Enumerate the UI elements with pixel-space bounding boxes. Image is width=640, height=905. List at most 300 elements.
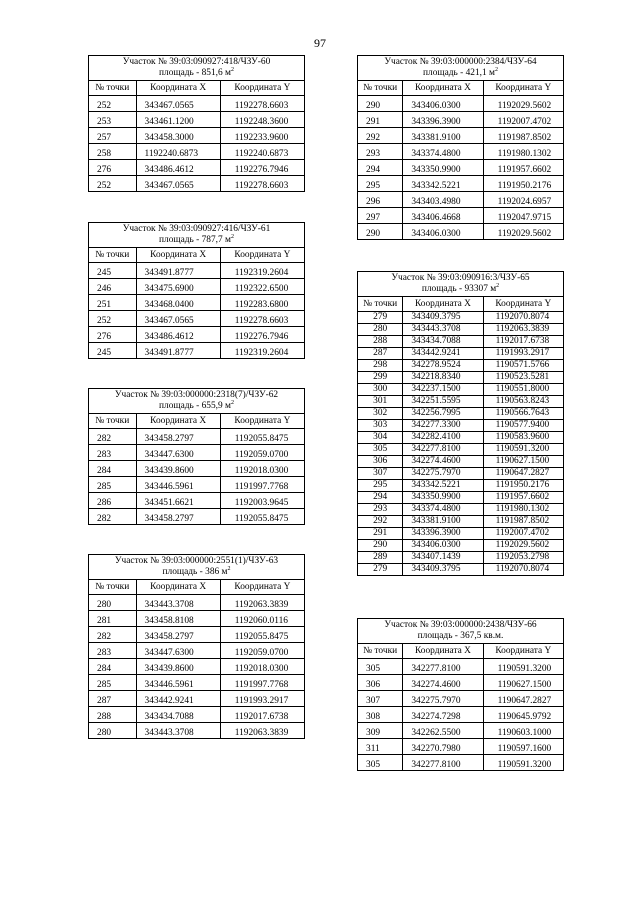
table-row — [358, 528, 564, 540]
point-number-cell: 287 — [89, 691, 137, 707]
parcel-area-superscript: 2 — [231, 399, 234, 406]
coordinate-x-cell: 343491.8777 — [136, 263, 220, 279]
parcel-caption — [89, 223, 305, 248]
coordinate-x-cell: 343396.3900 — [403, 112, 483, 128]
table-row — [358, 336, 564, 348]
parcel-area-superscript: 2 — [495, 66, 498, 73]
table-row — [358, 360, 564, 372]
column-header-x: Координата Х — [403, 81, 483, 96]
point-number-cell: 290 — [358, 540, 403, 552]
point-number-cell: 257 — [89, 128, 137, 144]
point-number-cell: 295 — [358, 480, 403, 492]
coordinate-x-cell: 343442.9241 — [403, 348, 483, 360]
parcel-title: Участок № 39:03:000000:2318(7)/ЧЗУ-62 — [114, 390, 279, 400]
coordinate-y-cell: 1192017.6738 — [483, 336, 563, 348]
table-row — [89, 343, 305, 359]
coordinate-y-cell: 1192055.8475 — [220, 627, 304, 643]
parcel-caption — [358, 619, 564, 644]
parcel-area-text: площадь - 386 м — [162, 567, 228, 577]
parcel-title: Участок № 39:03:090927:418/ЧЗУ-60 — [122, 57, 271, 67]
coordinate-x-cell: 342256.7995 — [403, 408, 483, 420]
table-row — [89, 461, 305, 477]
point-number-cell: 252 — [89, 311, 137, 327]
column-header-x: Координата Х — [136, 414, 220, 429]
coordinate-x-cell: 343407.1439 — [403, 552, 483, 564]
parcel-caption — [89, 389, 305, 414]
parcel-area-text: площадь - 655,9 м — [159, 401, 231, 411]
coordinate-x-cell: 343374.4800 — [403, 144, 483, 160]
table-row — [358, 504, 564, 516]
coordinate-x-cell: 342277.8100 — [403, 659, 483, 675]
coordinate-x-cell: 343342.5221 — [403, 480, 483, 492]
point-number-cell: 279 — [358, 564, 403, 576]
coordinate-x-cell: 343468.0400 — [136, 295, 220, 311]
coordinate-x-cell: 343442.9241 — [136, 691, 220, 707]
parcel-table-chzu-64 — [357, 55, 564, 240]
coordinate-x-cell: 343406.4668 — [403, 208, 483, 224]
table-row — [89, 112, 305, 128]
coordinate-x-cell: 343486.4612 — [136, 160, 220, 176]
point-number-cell: 307 — [358, 691, 403, 707]
table-row — [89, 675, 305, 691]
table-row — [358, 96, 564, 112]
point-number-cell: 306 — [358, 675, 403, 691]
table-row — [89, 311, 305, 327]
point-number-cell: 280 — [358, 324, 403, 336]
coordinate-y-cell: 1191957.6602 — [483, 492, 563, 504]
table-row — [358, 456, 564, 468]
table-row — [89, 327, 305, 343]
coordinate-y-cell: 1190647.2827 — [483, 468, 563, 480]
table-row — [358, 160, 564, 176]
coordinate-x-cell: 342270.7980 — [403, 739, 483, 755]
point-number-cell: 291 — [358, 112, 403, 128]
table-row — [89, 128, 305, 144]
point-number-cell: 301 — [358, 396, 403, 408]
coordinate-y-cell: 1192322.6500 — [220, 279, 304, 295]
coordinate-y-cell: 1191987.8502 — [483, 128, 563, 144]
table-row — [89, 477, 305, 493]
parcel-area-text: площадь - 787,7 м — [159, 235, 231, 245]
point-number-cell: 292 — [358, 128, 403, 144]
table-row — [89, 509, 305, 525]
column-header-point: № точки — [358, 644, 403, 659]
table-row — [358, 312, 564, 324]
parcel-area-text: площадь - 367,5 кв.м. — [417, 631, 504, 641]
coordinate-x-cell: 343406.0300 — [403, 96, 483, 112]
coordinate-y-cell: 1192278.6603 — [220, 176, 304, 192]
coordinate-y-cell: 1192017.6738 — [220, 707, 304, 723]
point-number-cell: 258 — [89, 144, 137, 160]
table-row — [358, 208, 564, 224]
coordinate-x-cell: 343381.9100 — [403, 128, 483, 144]
coordinate-y-cell: 1192029.5602 — [483, 96, 563, 112]
parcel-area-text: площадь - 421,1 м — [423, 68, 495, 78]
coordinate-y-cell: 1192063.3839 — [220, 723, 304, 739]
point-number-cell: 292 — [358, 516, 403, 528]
point-number-cell: 283 — [89, 643, 137, 659]
table-row — [358, 675, 564, 691]
coordinate-x-cell: 343434.7088 — [403, 336, 483, 348]
column-header-y: Координата Y — [483, 81, 563, 96]
parcel-caption — [89, 56, 305, 81]
column-header-point: № точки — [89, 81, 137, 96]
coordinate-x-cell: 343458.2797 — [136, 429, 220, 445]
coordinate-x-cell: 343439.8600 — [136, 659, 220, 675]
point-number-cell: 251 — [89, 295, 137, 311]
coordinate-y-cell: 1192059.0700 — [220, 643, 304, 659]
coordinate-x-cell: 343446.5961 — [136, 477, 220, 493]
column-header-y: Координата Y — [220, 81, 304, 96]
table-row — [358, 348, 564, 360]
coordinate-y-cell: 1190566.7643 — [483, 408, 563, 420]
coordinate-y-cell: 1192063.3839 — [483, 324, 563, 336]
table-row — [89, 493, 305, 509]
coordinate-x-cell: 343443.3708 — [136, 595, 220, 611]
coordinate-y-cell: 1191950.2176 — [483, 176, 563, 192]
table-row — [358, 516, 564, 528]
coordinate-y-cell: 1192029.5602 — [483, 224, 563, 240]
column-header-y: Координата Y — [220, 580, 304, 595]
coordinate-x-cell: 342275.7970 — [403, 468, 483, 480]
coordinate-x-cell: 342237.1500 — [403, 384, 483, 396]
table-row — [89, 723, 305, 739]
coordinate-y-cell: 1190645.9792 — [483, 707, 563, 723]
parcel-caption — [358, 272, 564, 297]
coordinate-y-cell: 1191980.1302 — [483, 144, 563, 160]
parcel-area-superscript: 2 — [231, 66, 234, 73]
coordinate-y-cell: 1190597.1600 — [483, 739, 563, 755]
point-number-cell: 282 — [89, 627, 137, 643]
point-number-cell: 304 — [358, 432, 403, 444]
table-row — [358, 112, 564, 128]
coordinate-x-cell: 342277.3300 — [403, 420, 483, 432]
coordinate-y-cell: 1192018.0300 — [220, 461, 304, 477]
coordinate-x-cell: 1192240.6873 — [136, 144, 220, 160]
table-row — [89, 96, 305, 112]
coordinate-y-cell: 1192276.7946 — [220, 327, 304, 343]
table-row — [358, 224, 564, 240]
table-row — [89, 643, 305, 659]
coordinate-y-cell: 1192278.6603 — [220, 311, 304, 327]
point-number-cell: 282 — [89, 429, 137, 445]
coordinate-x-cell: 343403.4980 — [403, 192, 483, 208]
column-header-x: Координата Х — [136, 580, 220, 595]
coordinate-x-cell: 343486.4612 — [136, 327, 220, 343]
coordinate-y-cell: 1192070.8074 — [483, 312, 563, 324]
point-number-cell: 284 — [89, 659, 137, 675]
coordinate-y-cell: 1190627.1500 — [483, 456, 563, 468]
table-row — [89, 279, 305, 295]
point-number-cell: 307 — [358, 468, 403, 480]
table-row — [89, 144, 305, 160]
point-number-cell: 294 — [358, 160, 403, 176]
coordinate-x-cell: 343458.8108 — [136, 611, 220, 627]
coordinate-y-cell: 1192059.0700 — [220, 445, 304, 461]
point-number-cell: 311 — [358, 739, 403, 755]
point-number-cell: 298 — [358, 360, 403, 372]
table-row — [89, 160, 305, 176]
table-row — [89, 627, 305, 643]
point-number-cell: 252 — [89, 96, 137, 112]
coordinate-y-cell: 1191997.7768 — [220, 477, 304, 493]
coordinate-y-cell: 1191993.2917 — [220, 691, 304, 707]
coordinate-y-cell: 1192007.4702 — [483, 528, 563, 540]
table-row — [358, 408, 564, 420]
column-header-x: Координата Х — [403, 644, 483, 659]
parcel-caption — [358, 56, 564, 81]
point-number-cell: 293 — [358, 504, 403, 516]
parcel-table-chzu-62 — [88, 388, 305, 525]
parcel-area — [91, 401, 302, 412]
table-row — [358, 552, 564, 564]
point-number-cell: 253 — [89, 112, 137, 128]
table-row — [358, 384, 564, 396]
coordinate-y-cell: 1192003.9645 — [220, 493, 304, 509]
coordinate-x-cell: 343443.3708 — [136, 723, 220, 739]
parcel-area-text: площадь - 851,6 м — [159, 68, 231, 78]
point-number-cell: 245 — [89, 263, 137, 279]
point-number-cell: 285 — [89, 675, 137, 691]
parcel-title: Участок № 39:03:000000:2384/ЧЗУ-64 — [384, 57, 537, 67]
coordinate-y-cell: 1192029.5602 — [483, 540, 563, 552]
table-row — [358, 420, 564, 432]
coordinate-x-cell: 342275.7970 — [403, 691, 483, 707]
coordinate-y-cell: 1190571.5766 — [483, 360, 563, 372]
parcel-table-chzu-61 — [88, 222, 305, 359]
table-row — [358, 192, 564, 208]
coordinate-y-cell: 1192024.6957 — [483, 192, 563, 208]
coordinate-y-cell: 1192240.6873 — [220, 144, 304, 160]
coordinate-x-cell: 343475.6900 — [136, 279, 220, 295]
table-row — [89, 295, 305, 311]
point-number-cell: 302 — [358, 408, 403, 420]
coordinate-x-cell: 343443.3708 — [403, 324, 483, 336]
coordinate-y-cell: 1190591.3200 — [483, 659, 563, 675]
point-number-cell: 305 — [358, 659, 403, 675]
coordinate-y-cell: 1192018.0300 — [220, 659, 304, 675]
column-header-point: № точки — [358, 81, 403, 96]
coordinate-y-cell: 1191957.6602 — [483, 160, 563, 176]
point-number-cell: 280 — [89, 723, 137, 739]
coordinate-x-cell: 342274.7298 — [403, 707, 483, 723]
column-header-y: Координата Y — [483, 297, 563, 312]
point-number-cell: 276 — [89, 160, 137, 176]
parcel-area-superscript: 2 — [227, 565, 231, 572]
coordinate-y-cell: 1190591.3200 — [483, 444, 563, 456]
table-row — [89, 263, 305, 279]
coordinate-y-cell: 1190583.9600 — [483, 432, 563, 444]
coordinate-y-cell: 1190603.1000 — [483, 723, 563, 739]
coordinate-x-cell: 342282.4100 — [403, 432, 483, 444]
coordinate-x-cell: 343409.3795 — [403, 564, 483, 576]
coordinate-x-cell: 343467.0565 — [136, 96, 220, 112]
coordinate-y-cell: 1190647.2827 — [483, 691, 563, 707]
table-row — [358, 396, 564, 408]
point-number-cell: 290 — [358, 224, 403, 240]
point-number-cell: 276 — [89, 327, 137, 343]
parcel-title: Участок № 39:03:000000:2551(1)/ЧЗУ-63 — [114, 556, 279, 566]
coordinate-y-cell: 1191950.2176 — [483, 480, 563, 492]
coordinate-y-cell: 1192063.3839 — [220, 595, 304, 611]
table-row — [358, 739, 564, 755]
coordinate-y-cell: 1192055.8475 — [220, 509, 304, 525]
point-number-cell: 291 — [358, 528, 403, 540]
coordinate-x-cell: 342277.8100 — [403, 755, 483, 771]
table-row — [358, 659, 564, 675]
point-number-cell: 285 — [89, 477, 137, 493]
column-header-point: № точки — [89, 414, 137, 429]
coordinate-x-cell: 343458.3000 — [136, 128, 220, 144]
table-row — [358, 144, 564, 160]
table-row — [358, 492, 564, 504]
point-number-cell: 300 — [358, 384, 403, 396]
point-number-cell: 295 — [358, 176, 403, 192]
table-row — [358, 372, 564, 384]
table-row — [358, 540, 564, 552]
parcel-area — [360, 68, 561, 79]
point-number-cell: 305 — [358, 444, 403, 456]
table-row — [358, 468, 564, 480]
coordinate-x-cell: 343434.7088 — [136, 707, 220, 723]
point-number-cell: 284 — [89, 461, 137, 477]
coordinate-y-cell: 1192319.2604 — [220, 263, 304, 279]
table-row — [358, 691, 564, 707]
coordinate-x-cell: 343350.9900 — [403, 160, 483, 176]
column-header-y: Координата Y — [220, 248, 304, 263]
point-number-cell: 296 — [358, 192, 403, 208]
point-number-cell: 299 — [358, 372, 403, 384]
coordinate-x-cell: 343409.3795 — [403, 312, 483, 324]
table-row — [358, 432, 564, 444]
coordinate-y-cell: 1190563.8243 — [483, 396, 563, 408]
table-row — [89, 445, 305, 461]
page-number: 97 — [314, 36, 326, 50]
point-number-cell: 286 — [89, 493, 137, 509]
coordinate-y-cell: 1192276.7946 — [220, 160, 304, 176]
column-header-y: Координата Y — [220, 414, 304, 429]
coordinate-y-cell: 1190591.3200 — [483, 755, 563, 771]
parcel-area — [91, 235, 302, 246]
table-row — [89, 691, 305, 707]
point-number-cell: 245 — [89, 343, 137, 359]
coordinate-y-cell: 1192055.8475 — [220, 429, 304, 445]
point-number-cell: 293 — [358, 144, 403, 160]
coordinate-y-cell: 1190577.9400 — [483, 420, 563, 432]
point-number-cell: 305 — [358, 755, 403, 771]
coordinate-x-cell: 342278.9524 — [403, 360, 483, 372]
table-row — [358, 128, 564, 144]
coordinate-x-cell: 343451.6621 — [136, 493, 220, 509]
column-header-point: № точки — [358, 297, 403, 312]
coordinate-y-cell: 1192278.6603 — [220, 96, 304, 112]
coordinate-y-cell: 1192319.2604 — [220, 343, 304, 359]
point-number-cell: 282 — [89, 509, 137, 525]
parcel-area — [360, 631, 561, 642]
point-number-cell: 308 — [358, 707, 403, 723]
table-row — [89, 595, 305, 611]
coordinate-y-cell: 1191997.7768 — [220, 675, 304, 691]
coordinate-x-cell: 343467.0565 — [136, 176, 220, 192]
coordinate-x-cell: 343406.0300 — [403, 540, 483, 552]
coordinate-y-cell: 1191980.1302 — [483, 504, 563, 516]
point-number-cell: 252 — [89, 176, 137, 192]
table-row — [358, 564, 564, 576]
point-number-cell: 309 — [358, 723, 403, 739]
column-header-point: № точки — [89, 580, 137, 595]
parcel-table-chzu-66 — [357, 618, 564, 771]
table-row — [89, 659, 305, 675]
coordinate-x-cell: 343439.8600 — [136, 461, 220, 477]
point-number-cell: 294 — [358, 492, 403, 504]
coordinate-x-cell: 342277.8100 — [403, 444, 483, 456]
point-number-cell: 288 — [358, 336, 403, 348]
coordinate-x-cell: 343467.0565 — [136, 311, 220, 327]
point-number-cell: 306 — [358, 456, 403, 468]
coordinate-y-cell: 1192248.3600 — [220, 112, 304, 128]
coordinate-x-cell: 343458.2797 — [136, 627, 220, 643]
table-row — [89, 429, 305, 445]
parcel-title: Участок № 39:03:090927:416/ЧЗУ-61 — [122, 224, 271, 234]
parcel-title: Участок № 39:03:000000:2438/ЧЗУ-66 — [384, 620, 537, 630]
point-number-cell: 287 — [358, 348, 403, 360]
table-row — [358, 707, 564, 723]
coordinate-y-cell: 1192283.6800 — [220, 295, 304, 311]
coordinate-x-cell: 343406.0300 — [403, 224, 483, 240]
coordinate-x-cell: 343381.9100 — [403, 516, 483, 528]
column-header-x: Координата Х — [403, 297, 483, 312]
parcel-area-superscript: 2 — [496, 282, 500, 289]
coordinate-y-cell: 1192047.9715 — [483, 208, 563, 224]
point-number-cell: 297 — [358, 208, 403, 224]
table-row — [358, 176, 564, 192]
coordinate-x-cell: 343458.2797 — [136, 509, 220, 525]
parcel-area — [360, 284, 561, 295]
coordinate-y-cell: 1192060.0116 — [220, 611, 304, 627]
coordinate-x-cell: 343447.6300 — [136, 643, 220, 659]
coordinate-x-cell: 343342.5221 — [403, 176, 483, 192]
table-row — [358, 480, 564, 492]
coordinate-x-cell: 343447.6300 — [136, 445, 220, 461]
coordinate-y-cell: 1191987.8502 — [483, 516, 563, 528]
table-row — [89, 707, 305, 723]
coordinate-x-cell: 343350.9900 — [403, 492, 483, 504]
table-row — [358, 723, 564, 739]
coordinate-y-cell: 1192070.8074 — [483, 564, 563, 576]
coordinate-y-cell: 1190627.1500 — [483, 675, 563, 691]
table-row — [358, 324, 564, 336]
table-row — [358, 444, 564, 456]
coordinate-x-cell: 343374.4800 — [403, 504, 483, 516]
parcel-area-text: площадь - 93307 м — [421, 284, 497, 294]
parcel-area — [91, 567, 302, 578]
point-number-cell: 289 — [358, 552, 403, 564]
parcel-area-superscript: 2 — [231, 233, 234, 240]
table-row — [89, 176, 305, 192]
coordinate-x-cell: 342218.8340 — [403, 372, 483, 384]
coordinate-x-cell: 343491.8777 — [136, 343, 220, 359]
coordinate-y-cell: 1192233.9600 — [220, 128, 304, 144]
point-number-cell: 279 — [358, 312, 403, 324]
parcel-table-chzu-60 — [88, 55, 305, 192]
point-number-cell: 303 — [358, 420, 403, 432]
coordinate-y-cell: 1192053.2798 — [483, 552, 563, 564]
point-number-cell: 246 — [89, 279, 137, 295]
point-number-cell: 288 — [89, 707, 137, 723]
column-header-x: Координата Х — [136, 81, 220, 96]
table-row — [358, 755, 564, 771]
coordinate-x-cell: 343446.5961 — [136, 675, 220, 691]
